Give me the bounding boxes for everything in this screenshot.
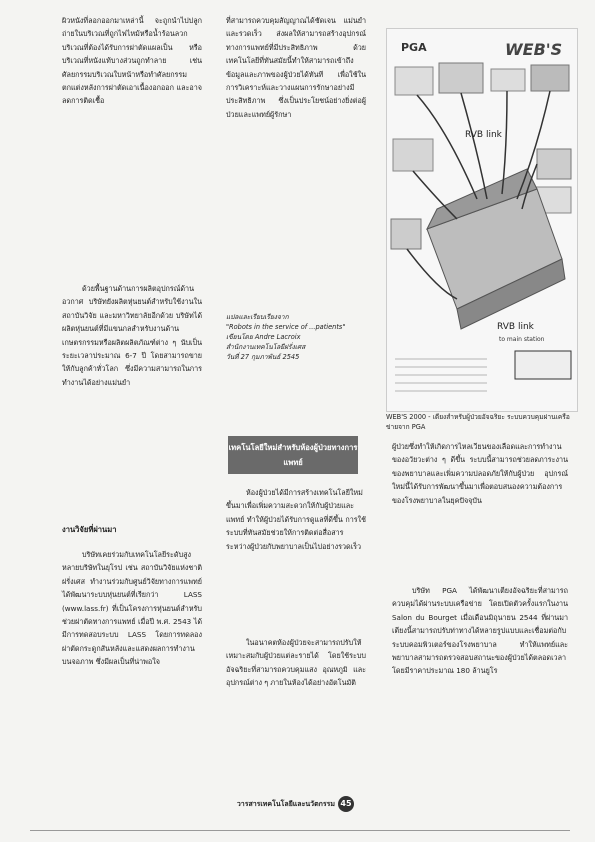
column-1 bbox=[62, 14, 202, 108]
column-3 bbox=[392, 440, 568, 507]
col2-paragraph-1: ที่สามารถควบคุมสัญญาณได้ชัดเจน แม่นยำและรวดเร็ว ส่งผลให้สามารถสร้างอุปกรณ์ทางการแพทย์ที่มีประสิทธิภาพ ด้วยเทคโนโลยีที่ทันสมัยนี้ทำให้สามารถเข้าถึงข้อมูลและภาพของผู้ป่วยได้ทันที เพื่อใช้ในการวิเคราะห์และวางแผนการรักษาอย่างมีประสิทธิภาพ ซึ่งเป็นประโยชน์อย่างยิ่งต่อผู้ป่วยและแพทย์ผู้รักษา bbox=[226, 16, 366, 119]
col2-paragraph-3: ในอนาคตห้องผู้ป่วยจะสามารถปรับให้เหมาะสมกับผู้ป่วยแต่ละรายได้ โดยใช้ระบบอัจฉริยะที่สามารถควบคุมแสง อุณหภูมิ และอุปกรณ์ต่าง ๆ ภายในห้องได้อย่างอัตโนมัติ bbox=[226, 638, 366, 688]
source-date: วันที่ 27 กุมภาพันธ์ 2545 bbox=[226, 353, 300, 361]
webs-logo: WEB'S bbox=[505, 40, 563, 59]
bed-illustration bbox=[387, 29, 577, 411]
box-heading: เทคโนโลยีใหม่สำหรับห้องผู้ป่วยทางการแพทย์ bbox=[228, 436, 358, 474]
journal-title: วารสารเทคโนโลยีและนวัตกรรม bbox=[236, 800, 335, 808]
column-2-lower bbox=[226, 486, 366, 553]
column-1-bottom bbox=[62, 548, 202, 669]
col1-paragraph-2: ด้วยพื้นฐานด้านการผลิตอุปกรณ์ด้านอวกาศ บริษัทยังผลิตหุ่นยนต์สำหรับใช้งานในสถาบันวิจัย และมหาวิทยาลัยอีกด้วย บริษัทได้ผลิตหุ่นยนต์ที่มีแขนกลสำหรับงานด้านเกษตรกรรมหรือผลิตผลิตภัณฑ์ต่าง ๆ นับเป็นระยะเวลาประมาณ 6-7 ปี โดยสามารถขายให้กับลูกค้าทั่วโลก ซึ่งมีความสามารถในการทำงานได้อย่างแม่นยำ bbox=[62, 284, 202, 387]
col1-paragraph-1: ผิวหนังที่ลอกออกมาเหล่านี้ จะถูกนำไปปลูกถ่ายในบริเวณที่ถูกไฟไหม้หรือน้ำร้อนลวก บริเวณที่ต้องได้รับการผ่าตัดแผลเป็น หรือบริเวณที่หนังแท้บางส่วนถูกทำลาย เช่น ศัลยกรรมบริเวณใบหน้าหรือทำศัลยกรรมตกแต่งหลังการผ่าตัดเอาเนื้องอกออก และอาจลดการติดเชื้อ bbox=[62, 16, 202, 106]
column-2-bottom bbox=[226, 636, 366, 690]
column-3-lower bbox=[392, 584, 568, 678]
rvb-link-label-2: RVB link bbox=[497, 322, 534, 332]
to-main-station-label: to main station bbox=[499, 336, 545, 343]
source-title: "Robots in the service of ...patients" bbox=[226, 323, 346, 331]
section-heading-research: งานวิจัยที่ผ่านมา bbox=[62, 525, 117, 534]
column-1-lower bbox=[62, 282, 202, 389]
col2-paragraph-2: ห้องผู้ป่วยได้มีการสร้างเทคโนโลยีใหม่ขึ้นมาเพื่อเพิ่มความสะดวกให้กับผู้ป่วยและแพทย์ ทำให้ผู้ป่วยได้รับการดูแลที่ดีขึ้น การใช้ระบบที่ทันสมัยช่วยให้การติดต่อสื่อสารระหว่างผู้ป่วยกับพยาบาลเป็นไปอย่างรวดเร็ว bbox=[226, 488, 366, 551]
bottom-rule bbox=[30, 830, 570, 831]
source-author: เขียนโดย Andre Lacroix bbox=[226, 333, 301, 341]
source-label: แปลและเรียบเรียงจาก bbox=[226, 313, 289, 321]
rvb-link-label: RVB link bbox=[465, 130, 502, 140]
source-block bbox=[226, 312, 366, 362]
source-org: สำนักงานเทคโนโลยีฝรั่งเศส bbox=[226, 343, 306, 351]
page-number: 45 bbox=[338, 796, 354, 812]
figure-caption: WEB'S 2000 - เตียงสำหรับผู้ป่วยอัจฉริยะ ระบบควบคุมผ่านเครือข่ายจาก PGA bbox=[386, 413, 570, 431]
pga-logo: PGA bbox=[401, 41, 427, 54]
product-figure bbox=[386, 28, 578, 412]
col3-paragraph-1: ผู้ป่วยซึ่งทำให้เกิดการไหลเวียนของเลือดและการทำงานของอวัยวะต่าง ๆ ดีขึ้น ระบบนี้สามารถช่วยลดภาระงานของพยาบาลและเพิ่มความปลอดภัยให้กับผู้ป่วย อุปกรณ์ใหม่นี้ได้รับการพัฒนาขึ้นมาเพื่อตอบสนองความต้องการของโรงพยาบาลในยุคปัจจุบัน bbox=[392, 442, 568, 505]
col3-paragraph-2: บริษัท PGA ได้พัฒนาเตียงอัจฉริยะที่สามารถควบคุมได้ผ่านระบบเครือข่าย โดยเปิดตัวครั้งแรกในงาน Salon du Bourget เมื่อเดือนมิถุนายน 2544 ที่ผ่านมา เตียงนี้สามารถปรับท่าทางได้หลายรูปแบบและเชื่อมต่อกับระบบคอมพิวเตอร์ของโรงพยาบาล ทำให้แพทย์และพยาบาลสามารถตรวจสอบสถานะของผู้ป่วยได้ตลอดเวลา โดยมีราคาประมาณ 180 ล้านยูโร bbox=[392, 586, 568, 676]
column-2 bbox=[226, 14, 366, 121]
col1-paragraph-3: บริษัทเคยร่วมกับเทคโนโลยีระดับสูงหลายบริษัทในยุโรป เช่น สถาบันวิจัยแห่งชาติฝรั่งเศส ทำงานร่วมกับศูนย์วิจัยทางการแพทย์ได้พัฒนาระบบหุ่นยนต์ที่เรียกว่า LASS (www.lass.fr) ที่เป็นโครงการหุ่นยนต์สำหรับช่วยผ่าตัดทางการแพทย์ เมื่อปี พ.ศ. 2543 ได้มีการทดสอบระบบ LASS โดยการทดลองผ่าตัดกระดูกสันหลังและแสดงผลการทำงานบนจอภาพ ซึ่งมีผลเป็นที่น่าพอใจ bbox=[62, 550, 202, 667]
